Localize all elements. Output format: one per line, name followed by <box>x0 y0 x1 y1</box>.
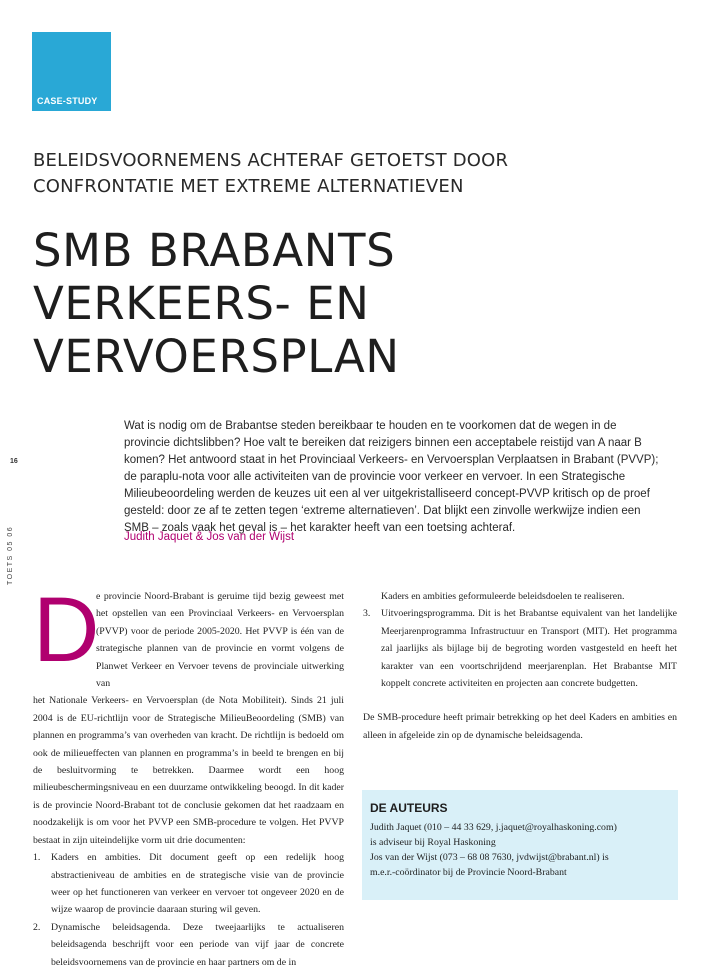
list-text: Kaders en ambities. Dit document geeft op een redelijk hoog abstractieniveau de ambities en de strategische visie van de provincie weer op het functioneren van verkeer en vervoer tot ongeveer 2020 en de wijze waarop de provincie daaraan sturing wil geven. <box>51 852 344 916</box>
list-text: Dynamische beleidsagenda. Deze tweejaarlijks te actualiseren beleidsagenda beschrijft voor een periode van vijf jaar de concrete beleidsvoornemens van de provincie en haar partners om de in <box>51 921 344 968</box>
article-subtitle <box>33 148 673 200</box>
list-continuation: Kaders en ambities geformuleerde beleidsdoelen te realiseren. <box>381 591 625 602</box>
subtitle-line: CONFRONTATIE MET EXTREME ALTERNATIEVEN <box>33 176 464 197</box>
author-line: Jos van der Wijst (073 – 68 08 7630, jvdwijst@brabant.nl) is <box>370 852 609 863</box>
list-item <box>33 849 344 919</box>
page-number: 16 <box>10 458 18 465</box>
article-authors: Judith Jaquet & Jos van der Wijst <box>124 531 295 543</box>
authors-box-body <box>370 820 670 880</box>
authors-box-heading: DE AUTEURS <box>370 801 448 815</box>
author-line: m.e.r.-coördinator bij de Provincie Noord-Brabant <box>370 867 567 878</box>
title-line: SMB BRABANTS <box>33 224 396 277</box>
body-column-right <box>363 588 677 744</box>
list-item <box>363 605 677 692</box>
title-line: VERVOERSPLAN <box>33 330 400 383</box>
issue-label: TOETS 05 06 <box>7 525 14 585</box>
title-line: VERKEERS- EN <box>33 277 370 330</box>
paragraph: De SMB-procedure heeft primair betrekking op het deel Kaders en ambities en alleen in afgeleide zin op de dynamische beleidsagenda. <box>363 712 677 741</box>
list-number: 3. <box>363 608 371 620</box>
list-number: 1. <box>33 852 41 864</box>
paragraph-indented: e provincie Noord-Brabant is geruime tijd bezig geweest met het opstellen van een Provinciaal Verkeers- en Vervoersplan (PVVP) voor de periode 2005-2020. Het PVVP is één van de strategische plannen van de provincie en vormt volgens de Planwet Verkeer en Vervoer tevens de provinciale uitwerking van <box>96 591 344 690</box>
list-text: Uitvoeringsprogramma. Dit is het Brabantse equivalent van het landelijke Meerjarenprogramma Infrastructuur en Transport (MIT). Het programma zal jaarlijks als bijlage bij de begroting worden vastgesteld en heeft het karakter van een voortschrijdend meerjarenplan. Het Brabantse MIT koppelt concrete activiteiten en projecten aan concrete budgetten. <box>381 608 677 690</box>
list-number: 2. <box>33 921 41 933</box>
paragraph: het Nationale Verkeers- en Vervoersplan (de Nota Mobiliteit). Sinds 21 juli 2004 is de EU-richtlijn voor de Strategische MilieuBeoordeling (SMB) van plannen en programma’s van overheden van kracht. De richtlijn is bedoeld om ook de milieueffecten van plannen en programma’s in beeld te brengen en bij de besluitvorming te betrekken. Daarmee wordt een hoog milieubeschermingsniveau en een duurzame ontwikkeling beoogd. In dit kader is de provincie Noord-Brabant tot de conclusie gekomen dat het raadzaam en noodzakelijk is om voor het PVVP een SMB-procedure te volgen. Het PVVP bestaat in zijn uiteindelijke vorm uit drie documenten: <box>33 695 344 846</box>
section-tag: CASE-STUDY <box>37 96 98 106</box>
body-column-left <box>33 588 344 971</box>
article-intro: Wat is nodig om de Brabantse steden bereikbaar te houden en te voorkomen dat de wegen in de provincie dichtslibben? Hoe valt te bereiken dat reizigers binnen een acceptabele reistijd van A naar B komen? Het antwoord staat in het Provinciaal Verkeers- en Vervoersplan Verplaatsen in Brabant (PVVP); de paraplu-nota voor alle activiteiten van de provincie voor verkeer en vervoer. In een Strategische Milieubeoordeling werden de keuzes uit een al ver uitgekristalliseerd concept-PVVP kritisch op de proef gesteld: door ze af te zetten tegen ‘extreme alternatieven’. Dat blijkt een zinvolle werkwijze indien een SMB – zoals vaak het geval is – het karakter heeft van een toetsing achteraf. <box>124 420 659 534</box>
article-title <box>33 224 693 383</box>
author-line: Judith Jaquet (010 – 44 33 629, j.jaquet@royalhaskoning.com) <box>370 822 617 833</box>
list-item <box>33 919 344 971</box>
subtitle-line: BELEIDSVOORNEMENS ACHTERAF GETOETST DOOR <box>33 150 509 171</box>
authors-box <box>362 790 678 900</box>
author-line: is adviseur bij Royal Haskoning <box>370 837 496 848</box>
drop-cap: D <box>33 579 100 681</box>
